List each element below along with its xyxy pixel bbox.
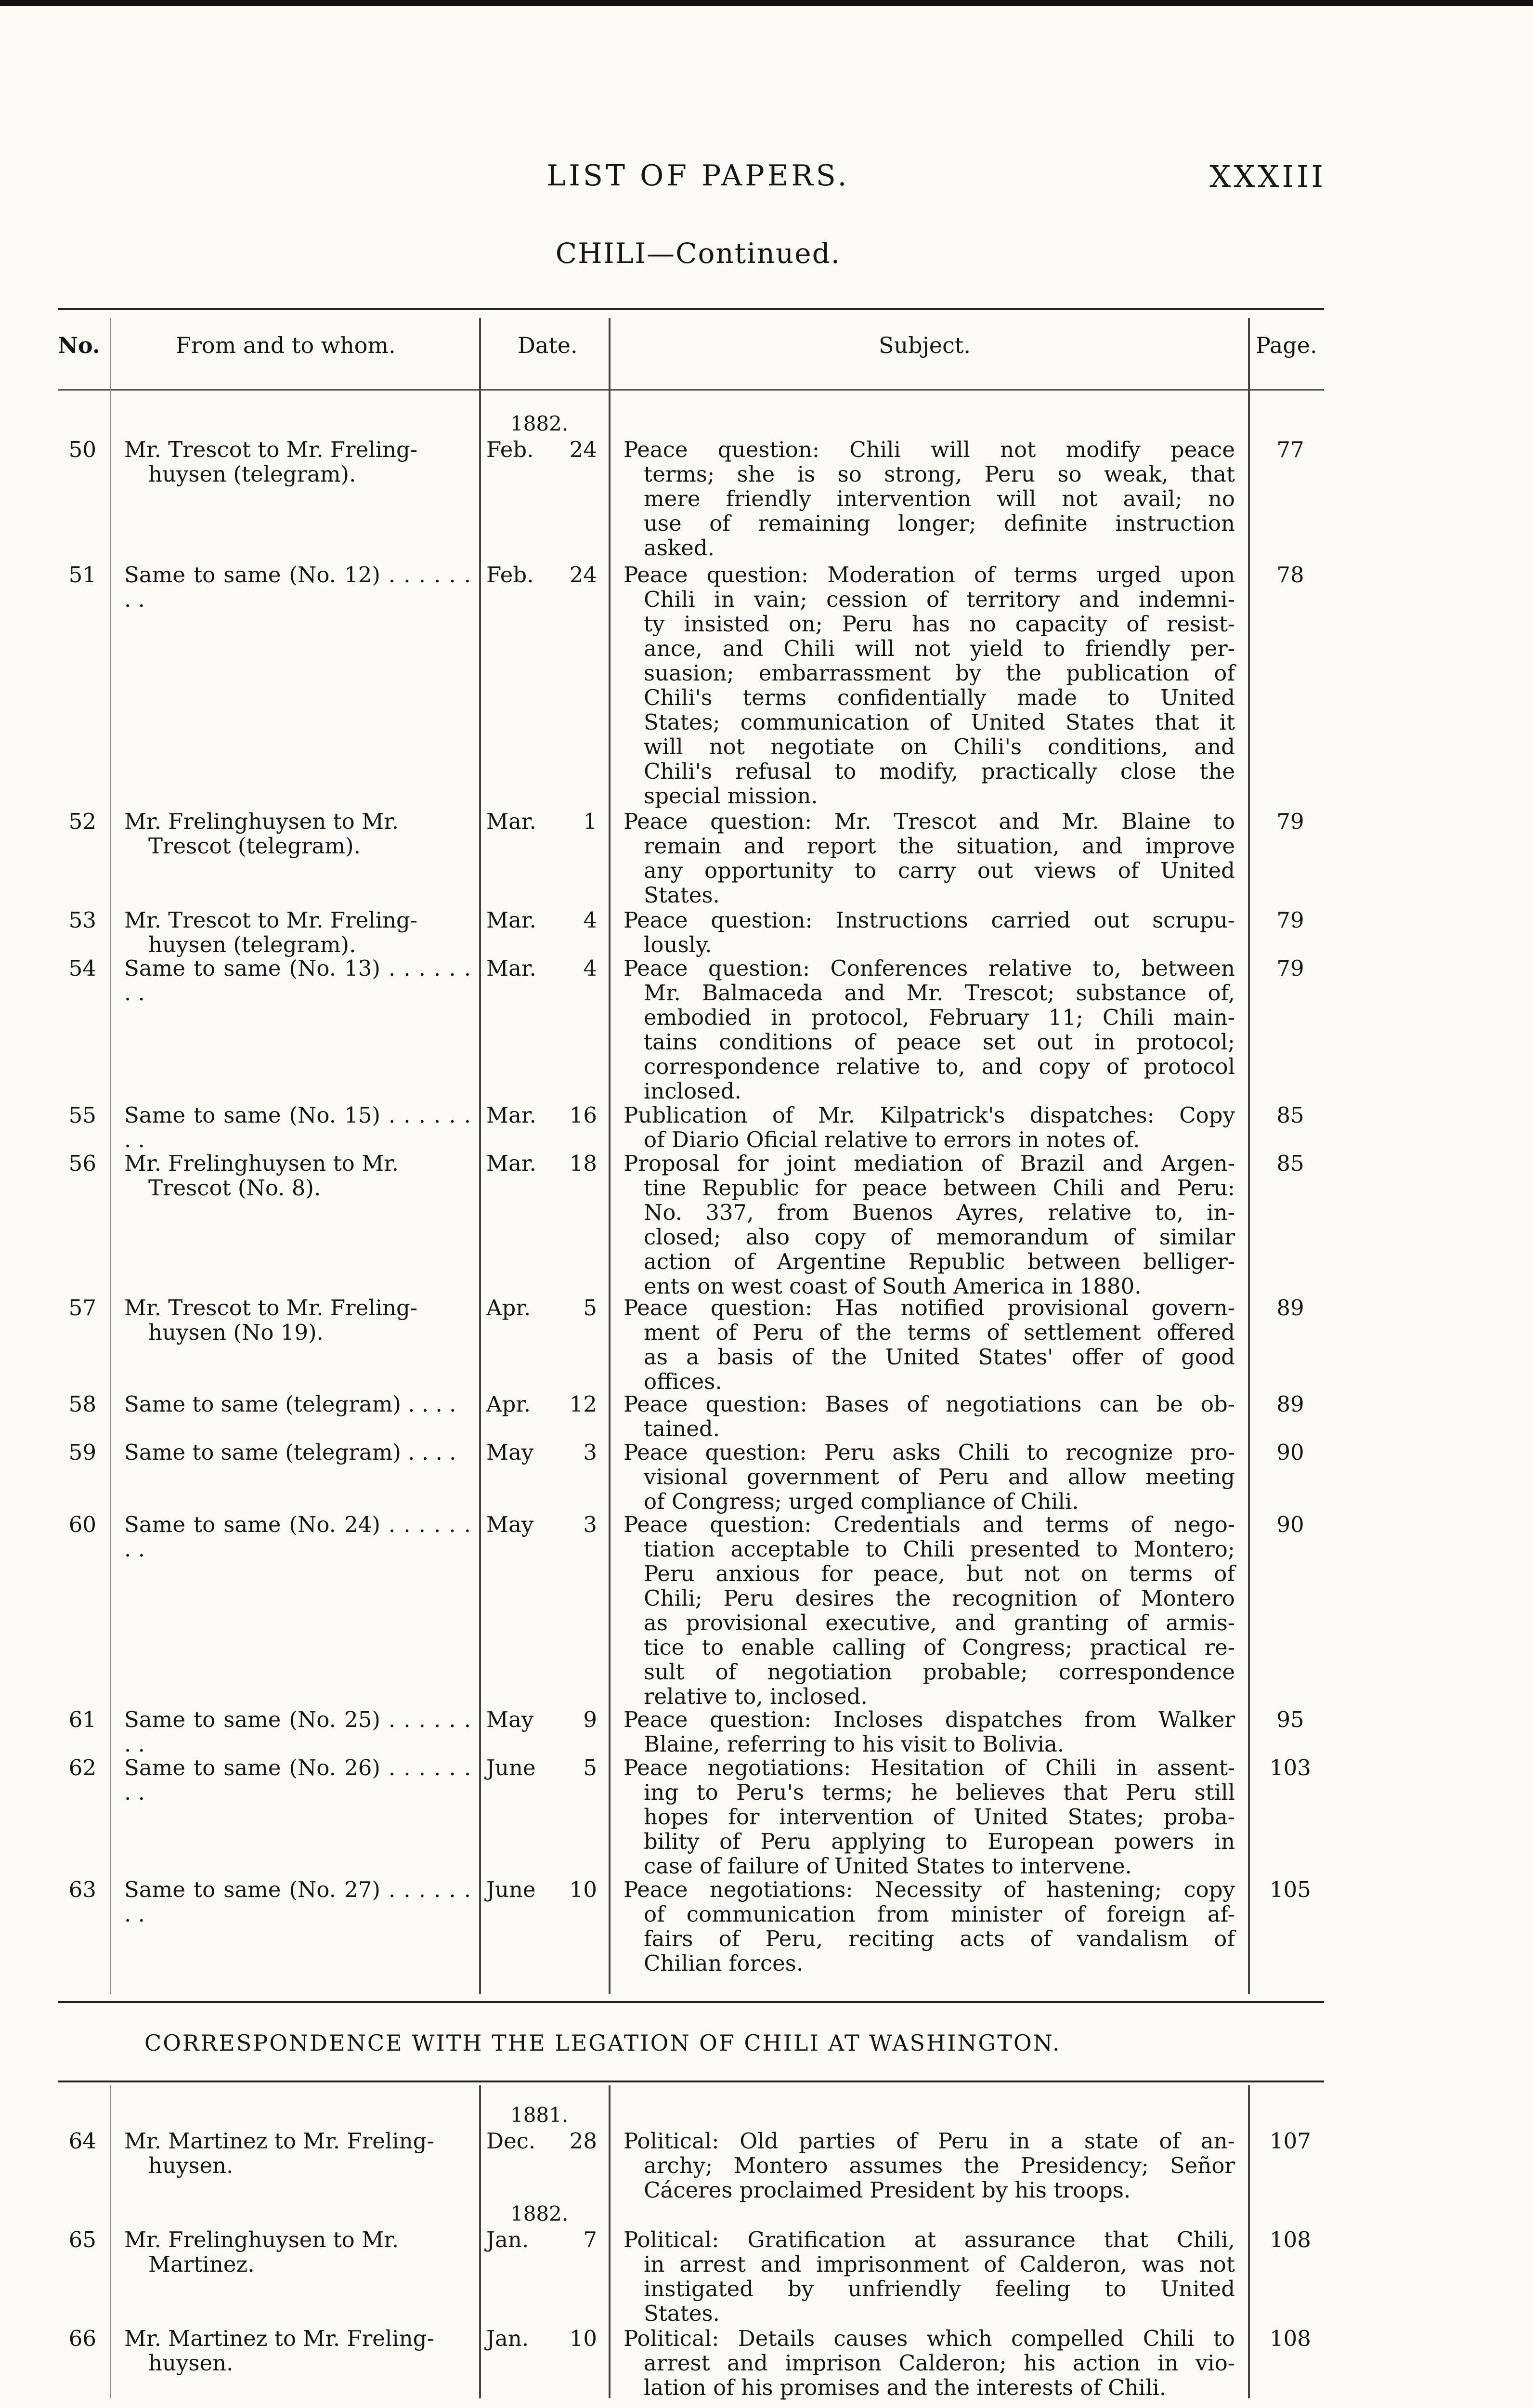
date-month: Jan.	[486, 2227, 529, 2252]
date-cell	[486, 1440, 602, 1465]
from-to-line: huysen.	[148, 2153, 234, 2178]
from-to-line: Same to same (No. 24) . . . . . . . .	[124, 1512, 471, 1562]
column-rule	[609, 2085, 611, 2398]
date-month: Feb.	[486, 562, 534, 588]
entry-number: 51	[68, 562, 96, 588]
subject-line: any opportunity to carry out views of United	[644, 858, 1235, 883]
date-cell	[486, 956, 602, 981]
from-to-line: Mr. Martinez to Mr. Freling-	[124, 2128, 434, 2154]
from-to-line: Same to same (No. 15) . . . . . . . .	[124, 1102, 471, 1152]
subject-cell	[624, 2227, 1235, 2326]
date-day: 9	[583, 1707, 597, 1732]
date-year: 1881.	[510, 2103, 569, 2127]
date-day: 7	[583, 2227, 597, 2252]
subject-cell	[624, 809, 1235, 907]
subject-cell	[624, 2129, 1235, 2202]
column-rule	[479, 2085, 481, 2398]
subject-line: Peace question: Bases of negotiations can be ob-	[624, 1391, 1235, 1417]
date-day: 5	[583, 1295, 597, 1321]
page-ref: 105	[1270, 1877, 1311, 1902]
subject-line: hopes for intervention of United States; proba-	[644, 1804, 1235, 1830]
subject-line: Chilian forces.	[644, 1950, 804, 1976]
subject-line: will not negotiate on Chili's conditions, and	[644, 734, 1235, 759]
subject-line: arrest and imprison Calderon; his action in vio-	[644, 2350, 1235, 2376]
subject-line: Political: Gratification at assurance that Chili,	[624, 2227, 1235, 2252]
subject-line: Blaine, referring to his visit to Bolivia.	[644, 1731, 1065, 1757]
date-day: 10	[569, 2326, 597, 2351]
col-header-page: Page.	[1256, 332, 1317, 358]
from-to-cell	[124, 809, 471, 858]
from-to-line: Mr. Frelinghuysen to Mr.	[124, 1151, 399, 1176]
from-to-line: huysen (No 19).	[148, 1320, 324, 1345]
entry-number: 58	[68, 1391, 96, 1417]
entry-number: 65	[68, 2227, 96, 2252]
date-month: Dec.	[486, 2128, 536, 2154]
subject-line: action of Argentine Republic between belliger-	[644, 1249, 1235, 1274]
date-day: 28	[569, 2128, 597, 2154]
from-to-line: Mr. Trescot to Mr. Freling-	[124, 907, 418, 933]
subject-line: ance, and Chili will not yield to friendly per-	[644, 636, 1235, 661]
subject-line: Proposal for joint mediation of Brazil and Argen-	[624, 1151, 1235, 1176]
subject-line: ty insisted on; Peru has no capacity of resist-	[644, 611, 1235, 637]
entry-number: 55	[68, 1102, 96, 1128]
table-bottom-rule	[58, 2001, 1324, 2003]
page-ref: 108	[1270, 2326, 1311, 2351]
from-to-cell	[124, 1296, 471, 1345]
subject-line: suasion; embarrassment by the publication of	[644, 660, 1235, 686]
from-to-line: Mr. Trescot to Mr. Freling-	[124, 1295, 418, 1321]
entry-number: 62	[68, 1755, 96, 1780]
entry-number: 61	[68, 1707, 96, 1732]
subject-line: mere friendly intervention will not avail; no	[644, 486, 1235, 511]
top-rule	[0, 0, 1533, 6]
date-cell	[486, 908, 602, 932]
from-to-line: Same to same (No. 26) . . . . . . . .	[124, 1755, 471, 1805]
date-cell	[486, 412, 602, 462]
subject-line: use of remaining longer; definite instruction	[644, 510, 1235, 536]
entry-number: 56	[68, 1151, 96, 1176]
from-to-cell	[124, 1103, 471, 1152]
subject-line: Peace question: Incloses dispatches from Walker	[624, 1707, 1235, 1732]
subject-line: asked.	[644, 535, 715, 561]
from-to-line: Same to same (No. 12) . . . . . . . .	[124, 562, 471, 612]
date-day: 3	[583, 1512, 597, 1537]
date-cell	[486, 1392, 602, 1416]
header-bottom-rule	[58, 389, 1324, 391]
subject-line: instigated by unfriendly feeling to United	[644, 2276, 1235, 2302]
date-day: 4	[583, 907, 597, 933]
date-day: 24	[569, 562, 597, 588]
subject-cell	[624, 1755, 1235, 1878]
subject-cell	[624, 563, 1235, 808]
column-rule	[1248, 2085, 1250, 2398]
date-cell	[486, 1707, 602, 1732]
subject-line: No. 337, from Buenos Ayres, relative to, in-	[644, 1200, 1235, 1225]
date-cell	[486, 1151, 602, 1176]
from-to-cell	[124, 908, 471, 957]
date-month: Jan.	[486, 2326, 529, 2351]
entry-number: 66	[68, 2326, 96, 2351]
subject-line: Chili's refusal to modify, practically close the	[644, 759, 1235, 784]
column-rule	[479, 318, 481, 1994]
date-month: Mar.	[486, 955, 536, 981]
from-to-cell	[124, 1512, 471, 1561]
from-to-line: Same to same (telegram) . . . .	[124, 1391, 456, 1417]
date-cell	[486, 1296, 602, 1320]
from-to-cell	[124, 2326, 471, 2375]
subject-line: Peace negotiations: Hesitation of Chili in assent-	[624, 1755, 1235, 1780]
date-month: Mar.	[486, 809, 536, 834]
subject-line: sult of negotiation probable; correspondence	[644, 1659, 1235, 1685]
subject-line: ment of Peru of the terms of settlement offered	[644, 1320, 1235, 1345]
subject-line: ing to Peru's terms; he believes that Peru still	[644, 1780, 1235, 1805]
entry-number: 54	[68, 955, 96, 981]
subject-cell	[624, 1707, 1235, 1756]
page-ref: 89	[1276, 1391, 1304, 1417]
subject-line: tine Republic for peace between Chili and Peru:	[644, 1175, 1235, 1201]
date-month: May	[486, 1512, 534, 1537]
from-to-cell	[124, 1877, 471, 1926]
subject-line: as a basis of the United States' offer of good	[644, 1344, 1235, 1370]
date-day: 5	[583, 1755, 597, 1780]
subject-line: States; communication of United States that it	[644, 709, 1235, 735]
date-month: Feb.	[486, 437, 534, 462]
date-cell	[486, 1103, 602, 1127]
entry-number: 50	[68, 437, 96, 462]
entry-number: 57	[68, 1295, 96, 1321]
page-ref: 90	[1276, 1440, 1304, 1465]
from-to-line: huysen (telegram).	[148, 932, 356, 957]
subject-line: closed; also copy of memorandum of similar	[644, 1224, 1235, 1250]
subject-cell	[624, 956, 1235, 1103]
subject-line: tice to enable calling of Congress; practical re-	[644, 1635, 1235, 1660]
from-to-cell	[124, 563, 471, 612]
from-to-line: huysen (telegram).	[148, 461, 356, 487]
subject-line: Political: Old parties of Peru in a state of an-	[624, 2128, 1235, 2154]
subject-line: Publication of Mr. Kilpatrick's dispatches: Copy	[624, 1102, 1235, 1128]
date-day: 16	[569, 1102, 597, 1128]
page-ref: 107	[1270, 2128, 1311, 2154]
page-ref: 79	[1276, 907, 1304, 933]
date-cell	[486, 2202, 602, 2252]
page-ref: 78	[1276, 562, 1304, 588]
entry-number: 53	[68, 907, 96, 933]
date-month: Mar.	[486, 1102, 536, 1128]
subject-line: as provisional executive, and granting of armis-	[644, 1610, 1235, 1636]
page-ref: 95	[1276, 1707, 1304, 1732]
subject-line: relative to, inclosed.	[644, 1684, 868, 1709]
date-cell	[486, 809, 602, 834]
from-to-line: Same to same (telegram) . . . .	[124, 1440, 456, 1465]
subject-cell	[624, 1296, 1235, 1394]
subject-line: fairs of Peru, reciting acts of vandalism of	[644, 1926, 1235, 1951]
from-to-line: Mr. Trescot to Mr. Freling-	[124, 437, 418, 462]
subject-line: lation of his promises and the interests of Chili.	[644, 2375, 1167, 2400]
page-ref: 79	[1276, 809, 1304, 834]
subject-cell	[624, 1151, 1235, 1298]
page-ref: 108	[1270, 2227, 1311, 2252]
subject-line: tiation acceptable to Chili presented to Montero;	[644, 1536, 1235, 1562]
subject-line: Cáceres proclaimed President by his troops.	[644, 2177, 1131, 2203]
from-to-line: Same to same (No. 27) . . . . . . . .	[124, 1877, 471, 1927]
date-day: 12	[569, 1391, 597, 1417]
date-month: Mar.	[486, 907, 536, 933]
subject-cell	[624, 1103, 1235, 1152]
subject-line: Peace question: Mr. Trescot and Mr. Blaine to	[624, 809, 1235, 834]
from-to-cell	[124, 1392, 471, 1416]
subject-line: offices.	[644, 1369, 722, 1394]
date-day: 18	[569, 1151, 597, 1176]
date-month: Apr.	[486, 1391, 531, 1417]
from-to-cell	[124, 1151, 471, 1200]
subject-line: States.	[644, 882, 720, 908]
subject-line: Peru anxious for peace, but not on terms of	[644, 1561, 1235, 1586]
subject-cell	[624, 908, 1235, 957]
from-to-cell	[124, 437, 471, 486]
page-title: LIST OF PAPERS.	[546, 159, 850, 193]
from-to-line: Martinez.	[148, 2251, 255, 2277]
subject-line: case of failure of United States to intervene.	[644, 1853, 1132, 1879]
column-rule	[1248, 318, 1250, 1994]
entry-number: 63	[68, 1877, 96, 1902]
from-to-line: Mr. Frelinghuysen to Mr.	[124, 2227, 399, 2252]
subject-line: Chili's terms confidentially made to United	[644, 685, 1235, 710]
entry-number: 60	[68, 1512, 96, 1537]
subject-line: tained.	[644, 1416, 720, 1441]
from-to-cell	[124, 1707, 471, 1756]
from-to-cell	[124, 2129, 471, 2178]
subject-cell	[624, 1512, 1235, 1709]
from-to-line: Mr. Martinez to Mr. Freling-	[124, 2326, 434, 2351]
from-to-line: Trescot (telegram).	[148, 833, 361, 859]
from-to-cell	[124, 1440, 471, 1465]
subject-line: Peace question: Instructions carried out scrupu-	[624, 907, 1235, 933]
date-cell	[486, 1755, 602, 1780]
date-month: June	[486, 1877, 536, 1902]
section-heading-legation: CORRESPONDENCE WITH THE LEGATION OF CHILI AT WASHINGTON.	[144, 2030, 1061, 2056]
subject-line: Chili in vain; cession of territory and indemni-	[644, 587, 1235, 612]
from-to-line: Same to same (No. 13) . . . . . . . .	[124, 955, 471, 1006]
date-cell	[486, 1877, 602, 1902]
subject-line: lously.	[644, 932, 712, 957]
from-to-line: Same to same (No. 25) . . . . . . . .	[124, 1707, 471, 1757]
column-rule	[110, 2085, 111, 2398]
subject-line: archy; Montero assumes the Presidency; Señor	[644, 2153, 1235, 2178]
date-cell	[486, 1512, 602, 1537]
date-cell	[486, 2103, 602, 2154]
page-number: XXXIII	[1209, 159, 1326, 194]
subject-line: correspondence relative to, and copy of protocol	[644, 1054, 1235, 1079]
subject-line: embodied in protocol, February 11; Chili main-	[644, 1005, 1235, 1030]
col-header-from: From and to whom.	[176, 332, 396, 358]
subject-line: in arrest and imprisonment of Calderon, was not	[644, 2251, 1235, 2277]
page-ref: 90	[1276, 1512, 1304, 1537]
section-subtitle: CHILI—Continued.	[555, 237, 841, 270]
subject-line: of communication from minister of foreign af-	[644, 1901, 1235, 1927]
subject-line: Mr. Balmaceda and Mr. Trescot; substance of,	[644, 980, 1235, 1006]
subject-cell	[624, 2326, 1235, 2400]
entry-number: 52	[68, 809, 96, 834]
from-to-line: Trescot (No. 8).	[148, 1175, 321, 1201]
date-year: 1882.	[510, 2202, 569, 2225]
date-day: 24	[569, 437, 597, 462]
date-cell	[486, 563, 602, 587]
date-day: 10	[569, 1877, 597, 1902]
table-top-rule	[58, 308, 1324, 310]
subject-line: inclosed.	[644, 1078, 741, 1104]
subject-line: States.	[644, 2301, 720, 2326]
subject-cell	[624, 1877, 1235, 1976]
subject-line: Peace question: Moderation of terms urged upon	[624, 562, 1235, 588]
section2-top-rule	[58, 2081, 1324, 2082]
page-ref: 77	[1276, 437, 1304, 462]
subject-cell	[624, 1392, 1235, 1441]
subject-line: of Congress; urged compliance of Chili.	[644, 1489, 1079, 1514]
date-month: May	[486, 1707, 534, 1732]
date-day: 3	[583, 1440, 597, 1465]
subject-line: Peace question: Conferences relative to, between	[624, 955, 1235, 981]
subject-line: Peace question: Credentials and terms of nego-	[624, 1512, 1235, 1537]
date-cell	[486, 2326, 602, 2351]
column-rule	[110, 318, 111, 1994]
entry-number: 59	[68, 1440, 96, 1465]
subject-line: Political: Details causes which compelled Chili to	[624, 2326, 1235, 2351]
from-to-line: Mr. Frelinghuysen to Mr.	[124, 809, 399, 834]
subject-line: Peace question: Chili will not modify peace	[624, 437, 1235, 462]
subject-line: terms; she is so strong, Peru so weak, that	[644, 461, 1235, 487]
page-ref: 103	[1270, 1755, 1311, 1780]
subject-line: Peace question: Peru asks Chili to recognize pro-	[624, 1440, 1235, 1465]
subject-line: special mission.	[644, 783, 818, 809]
from-to-cell	[124, 1755, 471, 1805]
subject-line: of Diario Oficial relative to errors in notes of.	[644, 1127, 1140, 1152]
col-header-date: Date.	[518, 332, 578, 358]
subject-line: visional government of Peru and allow meeting	[644, 1464, 1235, 1490]
subject-cell	[624, 1440, 1235, 1514]
subject-cell	[624, 437, 1235, 560]
page-ref: 85	[1276, 1151, 1304, 1176]
subject-line: remain and report the situation, and improve	[644, 833, 1235, 859]
date-day: 4	[583, 955, 597, 981]
from-to-cell	[124, 956, 471, 1005]
date-month: June	[486, 1755, 536, 1780]
date-year: 1882.	[510, 412, 569, 435]
col-header-no: No.	[58, 332, 100, 358]
subject-line: tains conditions of peace set out in protocol;	[644, 1029, 1235, 1055]
date-month: May	[486, 1440, 534, 1465]
subject-line: bility of Peru applying to European powers in	[644, 1829, 1235, 1854]
page-ref: 85	[1276, 1102, 1304, 1128]
from-to-line: huysen.	[148, 2350, 234, 2376]
page-ref: 89	[1276, 1295, 1304, 1321]
subject-line: Chili; Peru desires the recognition of Montero	[644, 1585, 1235, 1611]
date-month: Apr.	[486, 1295, 531, 1321]
from-to-cell	[124, 2227, 471, 2277]
date-day: 1	[583, 809, 597, 834]
col-header-subject: Subject.	[879, 332, 971, 358]
page-ref: 79	[1276, 955, 1304, 981]
column-rule	[609, 318, 611, 1994]
entry-number: 64	[68, 2128, 96, 2154]
date-month: Mar.	[486, 1151, 536, 1176]
subject-line: Peace question: Has notified provisional govern-	[624, 1295, 1235, 1321]
subject-line: Peace negotiations: Necessity of hastening; copy	[624, 1877, 1235, 1902]
subject-line: ents on west coast of South America in 1880.	[644, 1273, 1142, 1299]
